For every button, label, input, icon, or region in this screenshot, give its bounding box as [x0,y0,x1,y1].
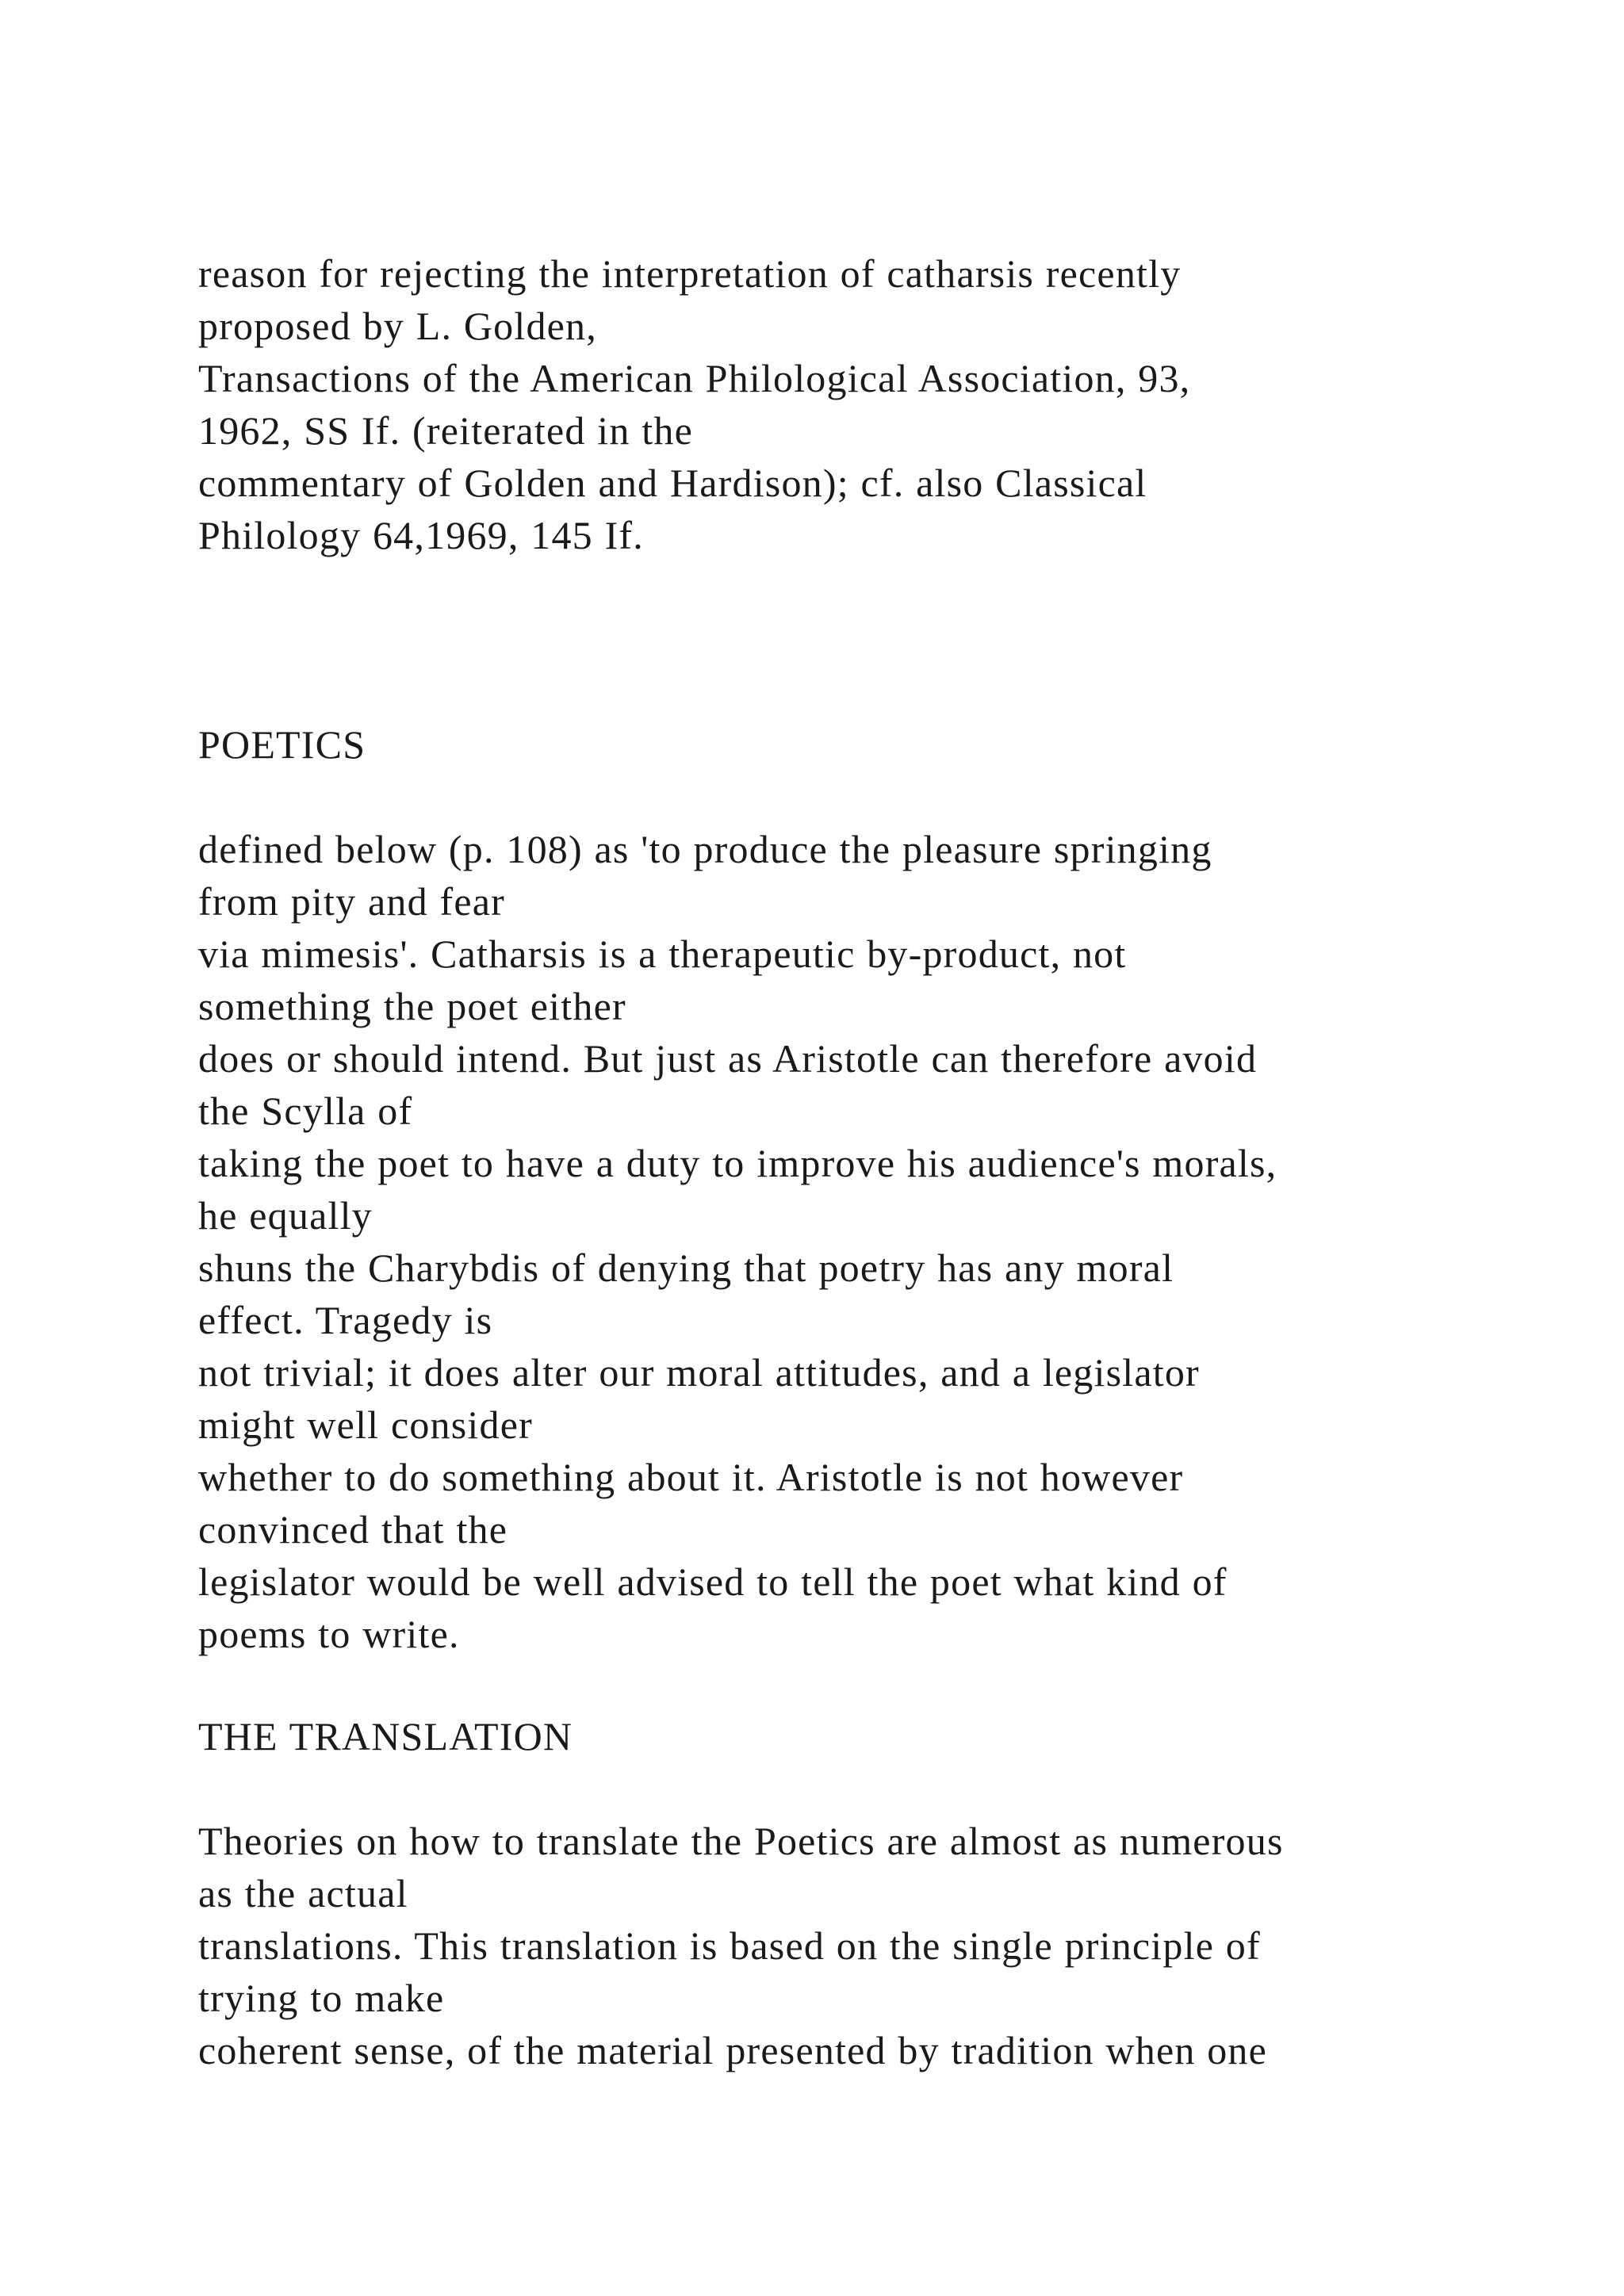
text-line: something the poet either [198,984,626,1028]
text-line: effect. Tragedy is [198,1298,493,1342]
text-line: the Scylla of [198,1089,413,1133]
text-line: reason for rejecting the interpretation of catharsis recently [198,251,1182,296]
text-line: does or should intend. But just as Aristotle can therefore avoid [198,1036,1258,1081]
heading-text: THE TRANSLATION [198,1714,573,1758]
text-line: as the actual [198,1871,408,1915]
text-line: taking the poet to have a duty to improve his audience's morals, [198,1141,1277,1185]
text-line: Philology 64,1969, 145 If. [198,513,644,557]
text-line: defined below (p. 108) as 'to produce the pleasure springing [198,827,1212,871]
text-line: convinced that the [198,1507,508,1552]
paragraph-translation-theories [198,1815,1507,2076]
text-line: trying to make [198,1976,445,2020]
text-line: poems to write. [198,1612,460,1656]
text-line: proposed by L. Golden, [198,304,597,348]
text-line: from pity and fear [198,879,505,924]
text-line: shuns the Charybdis of denying that poetry has any moral [198,1246,1174,1290]
text-line: legislator would be well advised to tell the poet what kind of [198,1559,1228,1604]
section-heading-translation [198,1710,1507,1762]
text-line: not trivial; it does alter our moral attitudes, and a legislator [198,1350,1200,1395]
text-line: translations. This translation is based on the single principle of [198,1923,1261,1968]
section-heading-poetics [198,718,1507,771]
text-line: he equally [198,1193,373,1238]
text-line: coherent sense, of the material presented by tradition when one [198,2028,1268,2072]
text-line: might well consider [198,1402,533,1447]
text-line: Theories on how to translate the Poetics are almost as numerous [198,1819,1284,1863]
text-line: via mimesis'. Catharsis is a therapeutic by-product, not [198,932,1127,976]
paragraph-catharsis-note [198,247,1507,561]
text-line: Transactions of the American Philological Association, 93, [198,356,1191,400]
text-line: whether to do something about it. Aristotle is not however [198,1455,1184,1499]
text-line: 1962, SS If. (reiterated in the [198,408,693,453]
heading-text: POETICS [198,722,366,767]
text-line: commentary of Golden and Hardison); cf. also Classical [198,461,1147,505]
paragraph-pleasure-definition [198,823,1507,1660]
